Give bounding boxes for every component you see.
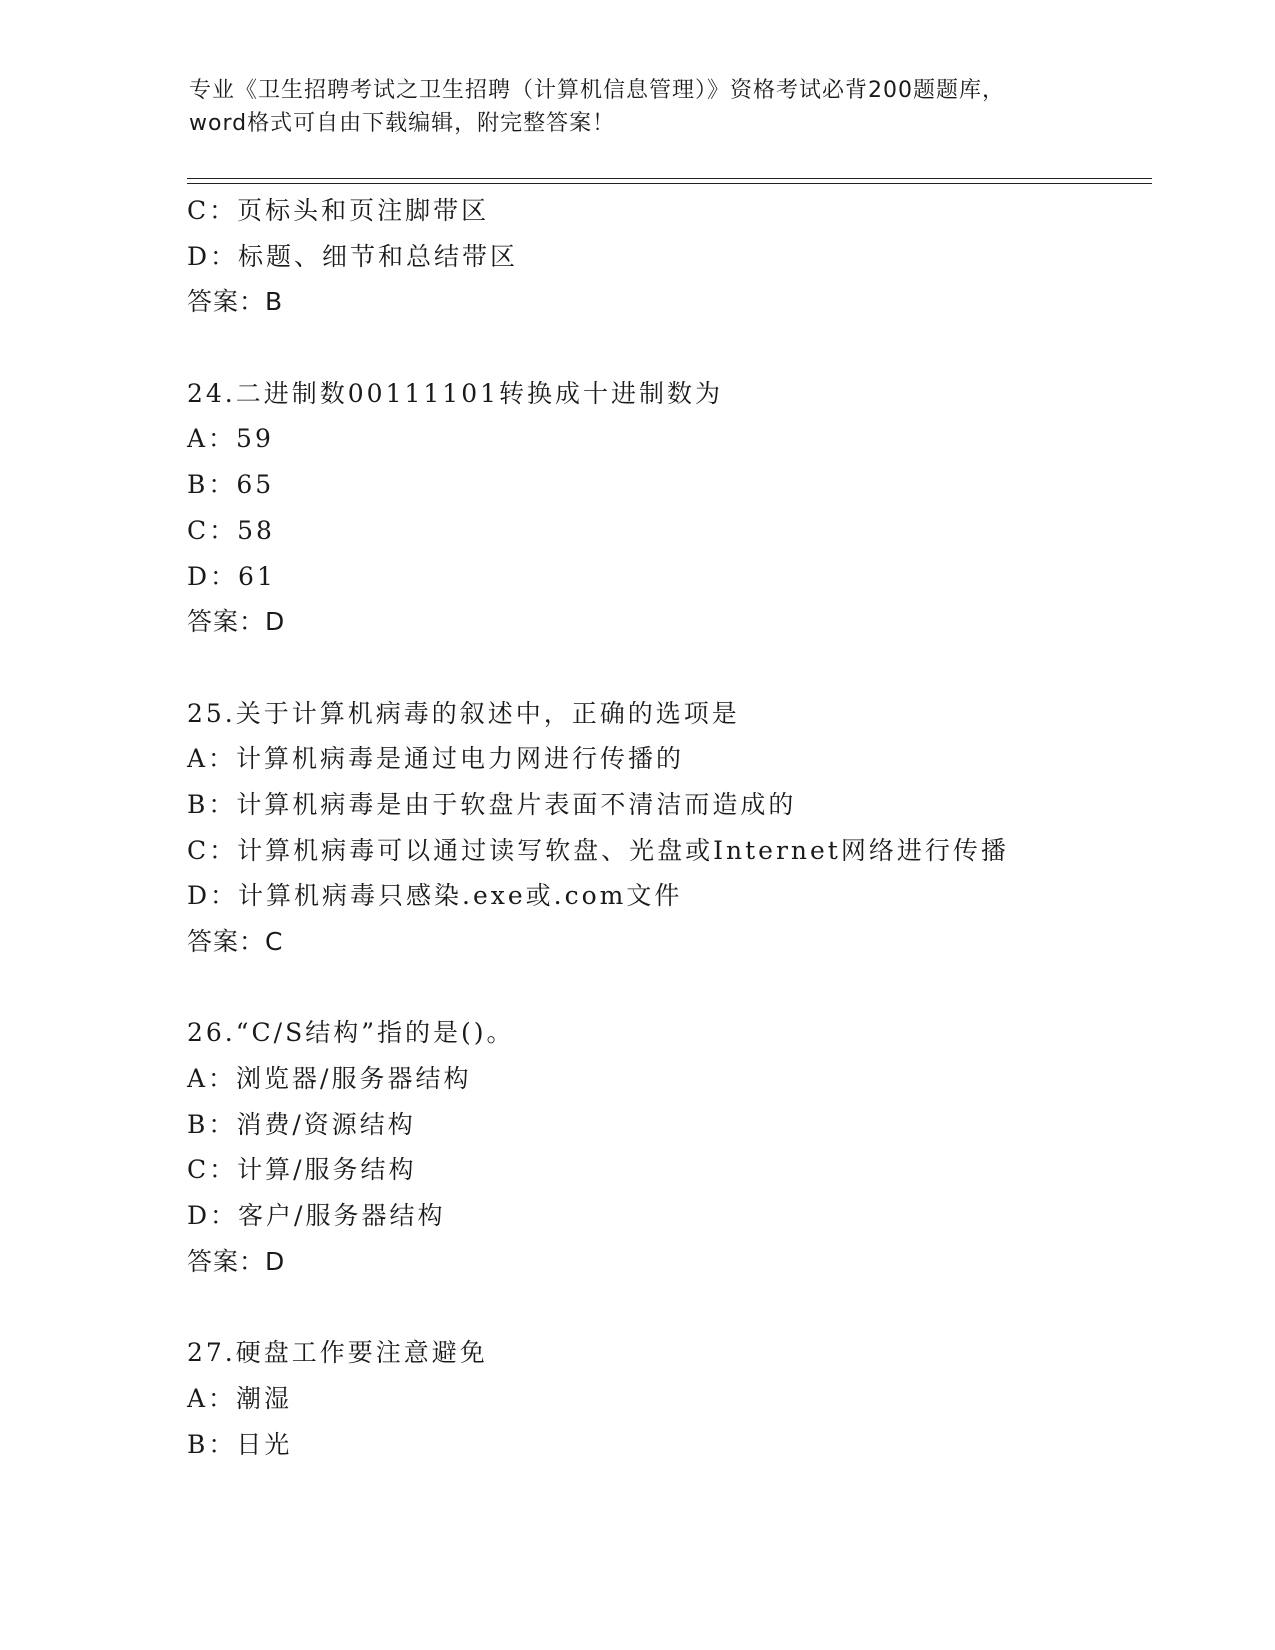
spacer — [187, 965, 1167, 1011]
option-text: B：65 — [187, 470, 275, 500]
spacer — [187, 325, 1167, 371]
option-text: D：计算机病毒只感染.exe或.com文件 — [187, 881, 683, 911]
option-text: B：计算机病毒是由于软盘片表面不清洁而造成的 — [187, 789, 797, 819]
header-divider-top — [187, 178, 1152, 179]
option-text: B：消费/资源结构 — [187, 1109, 416, 1139]
question-text: 27.硬盘工作要注意避免 — [187, 1338, 488, 1368]
header-line-2: word格式可自由下载编辑，附完整答案！ — [189, 111, 616, 136]
option-text: A：潮湿 — [187, 1383, 293, 1413]
answer-text: 答案：D — [187, 607, 286, 637]
header-line-1: 专业《卫生招聘考试之卫生招聘（计算机信息管理）》资格考试必背200题题库， — [189, 78, 1005, 103]
question-list — [187, 188, 1167, 1467]
option-text: C：页标头和页注脚带区 — [187, 196, 490, 225]
option-text: A：59 — [187, 424, 274, 454]
question-text: 24.二进制数00111101转换成十进制数为 — [187, 378, 724, 408]
answer-text: 答案：C — [187, 927, 284, 956]
option-text: C：计算机病毒可以通过读写软盘、光盘或Internet网络进行传播 — [187, 835, 1009, 865]
option-text: C：计算/服务结构 — [187, 1155, 417, 1185]
option-text: A：浏览器/服务器结构 — [187, 1064, 472, 1094]
option-text: A：计算机病毒是通过电力网进行传播的 — [187, 744, 685, 774]
header-divider-bottom — [187, 183, 1152, 184]
answer-text: 答案：B — [187, 287, 284, 317]
document-header — [189, 74, 1089, 140]
option-text: C：58 — [187, 515, 275, 545]
option-text: D：61 — [187, 561, 276, 591]
answer-text: 答案：D — [187, 1246, 286, 1276]
option-text: B：日光 — [187, 1429, 293, 1459]
option-text: D：客户/服务器结构 — [187, 1201, 446, 1231]
spacer — [187, 645, 1167, 691]
question-text: 25.关于计算机病毒的叙述中，正确的选项是 — [187, 698, 740, 728]
option-text: D：标题、细节和总结带区 — [187, 241, 519, 271]
spacer — [187, 1285, 1167, 1331]
question-text: 26.“C/S结构”指的是()。 — [187, 1018, 515, 1048]
